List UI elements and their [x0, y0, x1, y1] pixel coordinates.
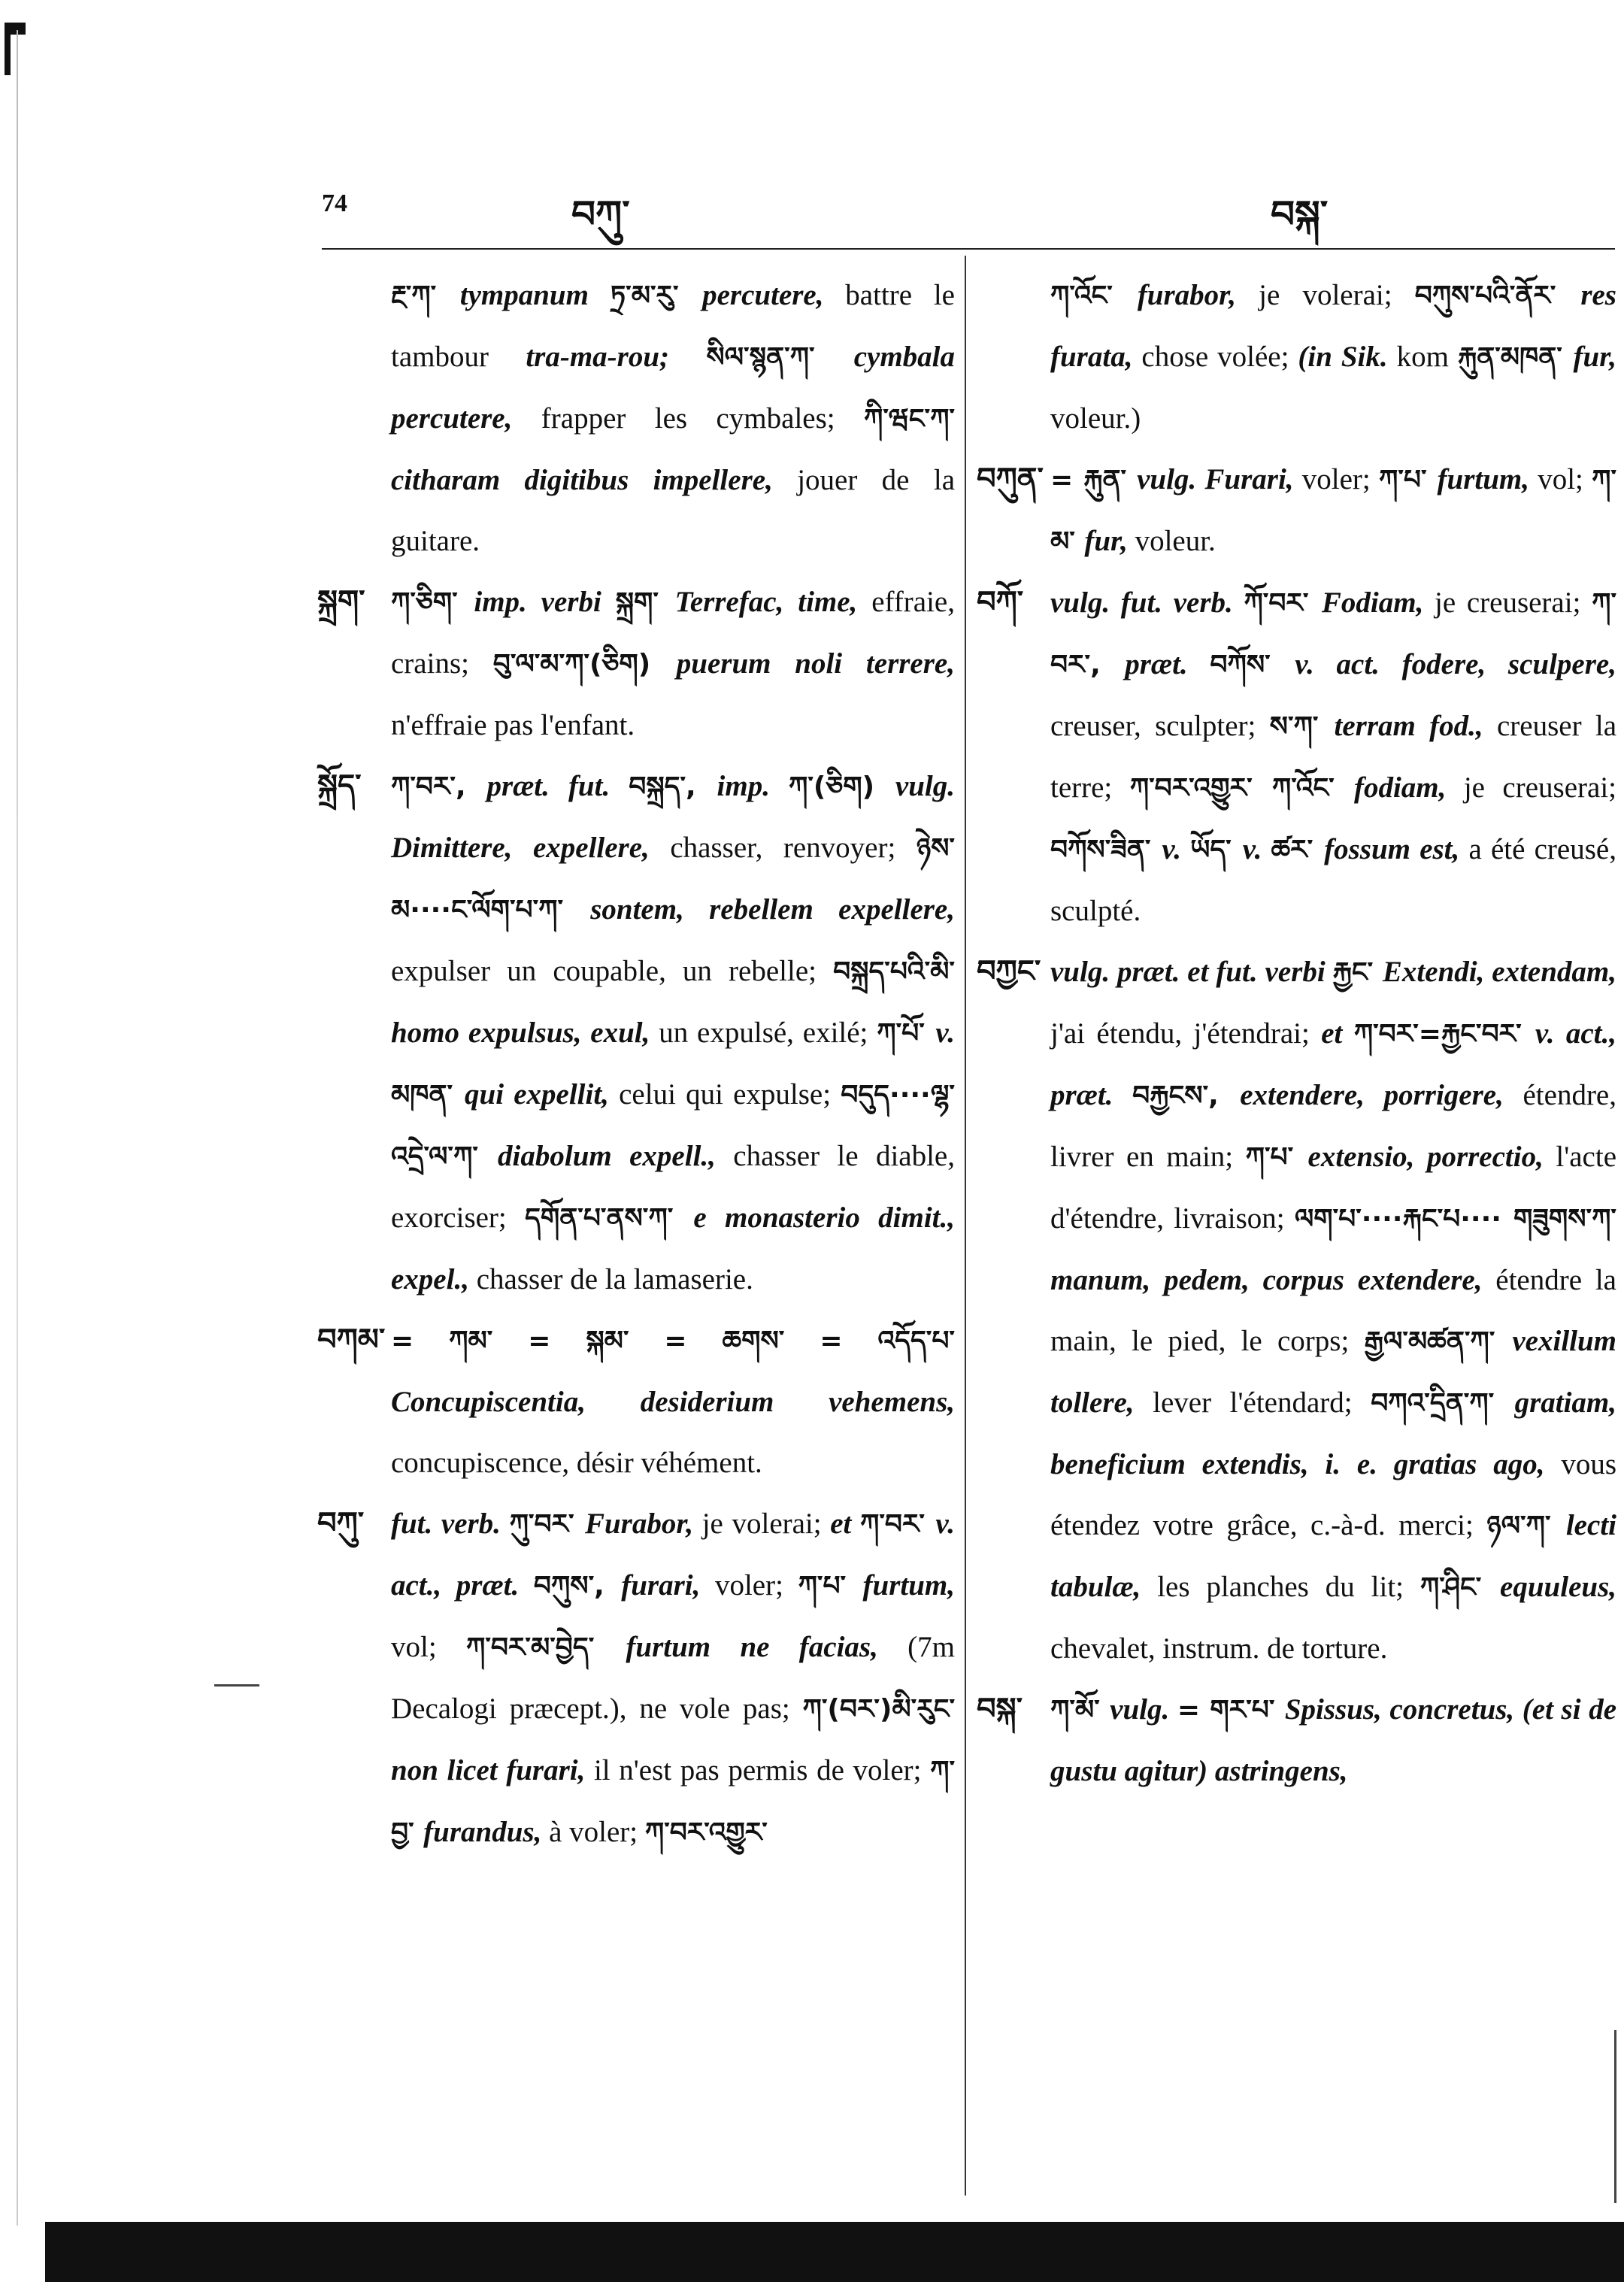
tibetan-text: རྐྱང་ [1332, 957, 1383, 988]
french-gloss: les planches du lit; [1157, 1571, 1420, 1603]
latin-gloss: Extendi, extendam, [1382, 956, 1616, 988]
french-gloss: à voler; [549, 1816, 645, 1848]
dictionary-entry [317, 1493, 956, 1863]
right-column [977, 265, 1617, 1802]
tibetan-text: ཉེས་མ····ང་ལོག་པ་ཀ་ [391, 833, 955, 926]
latin-gloss: præt. [1125, 648, 1210, 680]
tibetan-text: དགོན་པ་ནས་ཀ་ [525, 1203, 694, 1234]
dictionary-entry [977, 941, 1617, 1679]
tibetan-text: ཀ་ཅིག་ [391, 587, 474, 618]
tibetan-text: = རྐུན་ [1050, 465, 1138, 495]
tibetan-text: ཀ་བར་འགྱུར་ ཀ་འོང་ [1129, 773, 1354, 804]
latin-gloss: v. [935, 1017, 955, 1049]
tibetan-text: ཀ་མ་ [1050, 465, 1617, 557]
latin-gloss: imp. [717, 770, 789, 802]
french-gloss: je volerai; [1259, 279, 1415, 311]
tibetan-text: མཁན་ [391, 1080, 465, 1111]
french-gloss: vous étendez votre grâce, c.-à-d. merci; [1050, 1448, 1616, 1541]
latin-gloss: homo expulsus, exul, [391, 1017, 659, 1049]
running-head-left: བཀུ་ [571, 192, 630, 236]
tibetan-text: བཀའ་དྲིན་ཀ་ [1371, 1388, 1515, 1419]
dictionary-entry [317, 1310, 955, 1493]
latin-gloss: citharam digitibus impellere, [391, 464, 798, 496]
tibetan-text: བཀོས་ [1210, 650, 1295, 680]
french-gloss: je creuserai; [1435, 586, 1592, 619]
latin-gloss: lecti tabulæ, [1050, 1509, 1616, 1603]
french-gloss: kom [1396, 341, 1458, 373]
tibetan-text: རྒྱལ་མཚན་ཀ་ [1364, 1326, 1513, 1357]
entry-headword: བཀོ་ [977, 585, 1024, 620]
entry-headword: སྐྲག་ [317, 584, 365, 619]
latin-gloss: præt. fut. [486, 770, 629, 802]
french-gloss: effraie, crains; [391, 586, 955, 680]
french-gloss: frapper les cymbales; [541, 402, 865, 435]
tibetan-text: ཀ་བར་, [1050, 588, 1616, 680]
french-gloss: expulser un coupable, un rebelle; [391, 955, 834, 987]
latin-gloss: Spissus, concretus, (et si de gustu agitur) astringens, [1050, 1693, 1616, 1787]
tibetan-text: ཀ་(ཅིག) [789, 771, 895, 802]
tibetan-text: ཀ་པོ་ [877, 1018, 936, 1049]
tibetan-text: ཀ་བར་མ་བྱེད་ [466, 1632, 626, 1663]
latin-gloss: fur, [1084, 525, 1135, 557]
tibetan-text: = གར་པ་ [1177, 1695, 1285, 1726]
tibetan-text: བསྐྲད་པའི་མི་ [833, 956, 955, 987]
latin-gloss: vulg. Dimittere, expellere, [391, 770, 955, 864]
tibetan-text: སྐྲག་ [615, 587, 675, 618]
tibetan-text: ཡོད་ [1190, 835, 1243, 865]
tibetan-text: རྔ་ཀ་ [391, 280, 460, 311]
french-gloss: lever l'étendard; [1153, 1386, 1371, 1419]
tibetan-text: ཀུ་བར་ [509, 1509, 585, 1540]
french-gloss: creuser, sculpter; [1050, 710, 1270, 742]
french-gloss: étendre la main, le pied, le corps; [1050, 1264, 1616, 1357]
french-gloss: a été creusé, sculpté. [1050, 833, 1616, 927]
latin-gloss: e monasterio dimit., expel., [391, 1202, 955, 1296]
latin-gloss: vexillum tollere, [1050, 1325, 1617, 1419]
latin-gloss: vulg. Furari, [1137, 463, 1302, 495]
french-gloss: j'ai étendu, j'étendrai; [1050, 1017, 1322, 1050]
french-gloss: celui qui expulse; [619, 1078, 841, 1111]
page-number: 74 [322, 189, 347, 217]
latin-gloss: v. act. fodere, sculpere, [1295, 648, 1616, 680]
tibetan-text: བཀོས་ཟིན་ [1050, 835, 1162, 865]
latin-gloss: fossum est, [1324, 833, 1469, 865]
dictionary-entry [981, 265, 1616, 449]
tibetan-text: བདུད····ལྷ་འདྲེ་ལ་ཀ་ [391, 1080, 955, 1172]
latin-gloss: sontem, rebellem expellere, [590, 893, 955, 926]
french-gloss: jouer de la guitare. [391, 464, 956, 557]
french-gloss: je creuserai; [1463, 771, 1616, 804]
french-gloss: voleur. [1135, 525, 1216, 557]
latin-gloss: furtum, [862, 1569, 956, 1602]
tibetan-text: བཀུས་པའི་ནོར་ [1414, 280, 1581, 311]
tibetan-text: ཀ་བར་ [859, 1509, 936, 1540]
latin-gloss: furandus, [423, 1816, 550, 1848]
tibetan-text: ལག་པ་····རྐང་པ···· གཟུགས་ཀ་ [1294, 1204, 1616, 1235]
french-gloss: chasser de la lamaserie. [476, 1263, 753, 1296]
entry-headword: བཀྱང་ [977, 954, 1041, 989]
entry-headword: བཀུན་ [977, 462, 1044, 496]
latin-gloss: furabor, [1137, 279, 1259, 311]
french-gloss: vol; [391, 1631, 466, 1663]
tibetan-text: = ཀམ་ = སྐམ་ = ཆགས་ = འདོད་པ་ [391, 1326, 955, 1356]
latin-gloss: furari, [621, 1569, 715, 1602]
latin-gloss: non licet furari, [391, 1754, 594, 1787]
tibetan-text: རྐུན་མཁན་ [1457, 342, 1574, 373]
right-edge-mark [1614, 2030, 1616, 2203]
french-gloss: chevalet, instrum. de torture. [1050, 1632, 1388, 1665]
latin-gloss: extendere, porrigere, [1240, 1079, 1523, 1111]
latin-gloss: v. [1242, 833, 1271, 865]
french-gloss: voler; [714, 1569, 798, 1602]
tibetan-text: སིལ་སྙན་ཀ་ [706, 342, 854, 373]
tibetan-text: ཀ་བར་འགྱུར་ [644, 1817, 768, 1848]
latin-gloss: diabolum expell., [498, 1140, 734, 1172]
latin-gloss: Fodiam, [1321, 586, 1435, 619]
latin-gloss: et [1321, 1017, 1354, 1050]
latin-gloss: Furabor, [584, 1508, 702, 1540]
french-gloss: (7m Decalogi præcept.), ne vole pas; [391, 1631, 955, 1725]
latin-gloss: v. act., præt. [1050, 1017, 1617, 1111]
dictionary-entry [977, 572, 1616, 941]
column-rule [965, 256, 966, 2196]
tibetan-text: ཀ་འོང་ [1050, 280, 1138, 311]
french-gloss: vol; [1538, 463, 1592, 495]
latin-gloss: equuleus, [1500, 1571, 1616, 1603]
latin-gloss: puerum noli terrere, [676, 647, 955, 680]
french-gloss: un expulsé, exilé; [659, 1017, 877, 1049]
latin-gloss: cymbala percutere, [391, 341, 955, 435]
entry-headword: བཀུ་ [317, 1506, 365, 1541]
latin-gloss: vulg. fut. verb. [1050, 586, 1244, 619]
latin-gloss: v. [1162, 833, 1191, 865]
latin-gloss: furtum, [1437, 463, 1538, 495]
latin-gloss: furtum ne facias, [626, 1631, 908, 1663]
french-gloss: voleur.) [1050, 402, 1141, 435]
scan-bottom-bar [45, 2222, 1624, 2282]
margin-mark [214, 1684, 259, 1686]
latin-gloss: v. act., præt. [391, 1508, 955, 1602]
french-gloss: chasser, renvoyer; [670, 832, 917, 864]
entry-headword: བསྐ་ [977, 1692, 1023, 1726]
latin-gloss: fodiam, [1353, 771, 1464, 804]
tibetan-text: ས་ཀ་ [1269, 711, 1335, 742]
french-gloss: creuser la terre; [1050, 710, 1616, 804]
tibetan-text: ཀ་བར་, [391, 771, 487, 802]
entry-headword: བཀམ་ [317, 1323, 386, 1357]
french-gloss: voler; [1301, 463, 1379, 495]
latin-gloss: vulg. [1110, 1693, 1177, 1726]
latin-gloss: res furata, [1050, 279, 1616, 373]
tibetan-text: ཀ་པ་ [798, 1571, 863, 1602]
latin-gloss: tra-ma-rou; [526, 341, 707, 373]
tibetan-text: བརྐྱངས་, [1132, 1080, 1241, 1111]
french-gloss: chasser le diable, exorciser; [391, 1140, 955, 1234]
dictionary-entry [317, 756, 955, 1310]
latin-gloss: percutere, [702, 279, 846, 311]
scan-corner-mark-vertical [5, 23, 11, 75]
tibetan-text: བཀུས་, [533, 1571, 622, 1602]
tibetan-text: ཀ་(བར་)མི་རུང་ [802, 1694, 955, 1725]
latin-gloss: fur, [1573, 341, 1616, 373]
tibetan-text: ཏྲ་མ་རུ་ [610, 280, 703, 311]
tibetan-text: བུ་ལ་མ་ཀ་(ཅིག) [492, 649, 677, 680]
running-head-right: བསྐ་ [1271, 192, 1329, 236]
dictionary-entry [317, 571, 955, 756]
tibetan-text: ཀ་མོ་ [1050, 1695, 1110, 1726]
tibetan-text: བསྐྲད་, [629, 771, 717, 802]
latin-gloss: Terrefac, time, [674, 586, 872, 618]
dictionary-entry [322, 265, 955, 571]
tibetan-text: ཀ་པ་ [1245, 1142, 1308, 1173]
tibetan-text: ཀ་པ་ [1378, 465, 1438, 495]
dictionary-entry [977, 449, 1617, 572]
tibetan-text: ཀ་བྱ་ [391, 1756, 955, 1848]
tibetan-text: ཀི་ཝང་ཀ་ [864, 404, 955, 435]
latin-gloss: fut. verb. [391, 1508, 510, 1540]
tibetan-text: ཀ་ཤིང་ [1419, 1572, 1501, 1603]
french-gloss: l'acte d'étendre, livraison; [1050, 1141, 1617, 1235]
french-gloss: battre le tambour [391, 279, 955, 373]
dictionary-entry [977, 1679, 1616, 1802]
latin-gloss: tympanum [459, 279, 611, 311]
latin-gloss: terram fod., [1334, 710, 1497, 742]
french-gloss: il n'est pas permis de voler; [593, 1754, 931, 1787]
latin-gloss: manum, pedem, corpus extendere, [1050, 1264, 1496, 1296]
latin-gloss: et [830, 1508, 860, 1540]
latin-gloss: imp. verbi [474, 586, 616, 618]
latin-gloss: (in Sik. [1298, 341, 1397, 373]
tibetan-text: ཉལ་ཀ་ [1486, 1511, 1566, 1541]
entry-headword: སྐྲོད་ [317, 768, 362, 803]
french-gloss: n'effraie pas l'enfant. [391, 709, 635, 741]
page-edge-line [17, 30, 18, 2226]
left-column [317, 265, 956, 1863]
french-gloss: concupiscence, désir véhément. [391, 1447, 762, 1479]
french-gloss: je volerai; [701, 1508, 831, 1540]
tibetan-text: ཀོ་བར་ [1244, 588, 1322, 619]
tibetan-text: ཀ་བར་=རྐྱང་བར་ [1353, 1019, 1535, 1050]
french-gloss: chose volée; [1141, 341, 1298, 373]
latin-gloss: gratiam, beneficium extendis, i. e. gratias ago, [1050, 1386, 1616, 1480]
header-rule [322, 248, 1615, 250]
latin-gloss: vulg. præt. et fut. verbi [1050, 956, 1333, 988]
latin-gloss: Concupiscentia, desiderium vehemens, [391, 1386, 955, 1418]
latin-gloss: qui expellit, [465, 1078, 620, 1111]
latin-gloss: extensio, porrectio, [1307, 1141, 1556, 1173]
french-gloss: étendre, livrer en main; [1050, 1079, 1616, 1173]
tibetan-text: ཚར་ [1271, 835, 1325, 865]
